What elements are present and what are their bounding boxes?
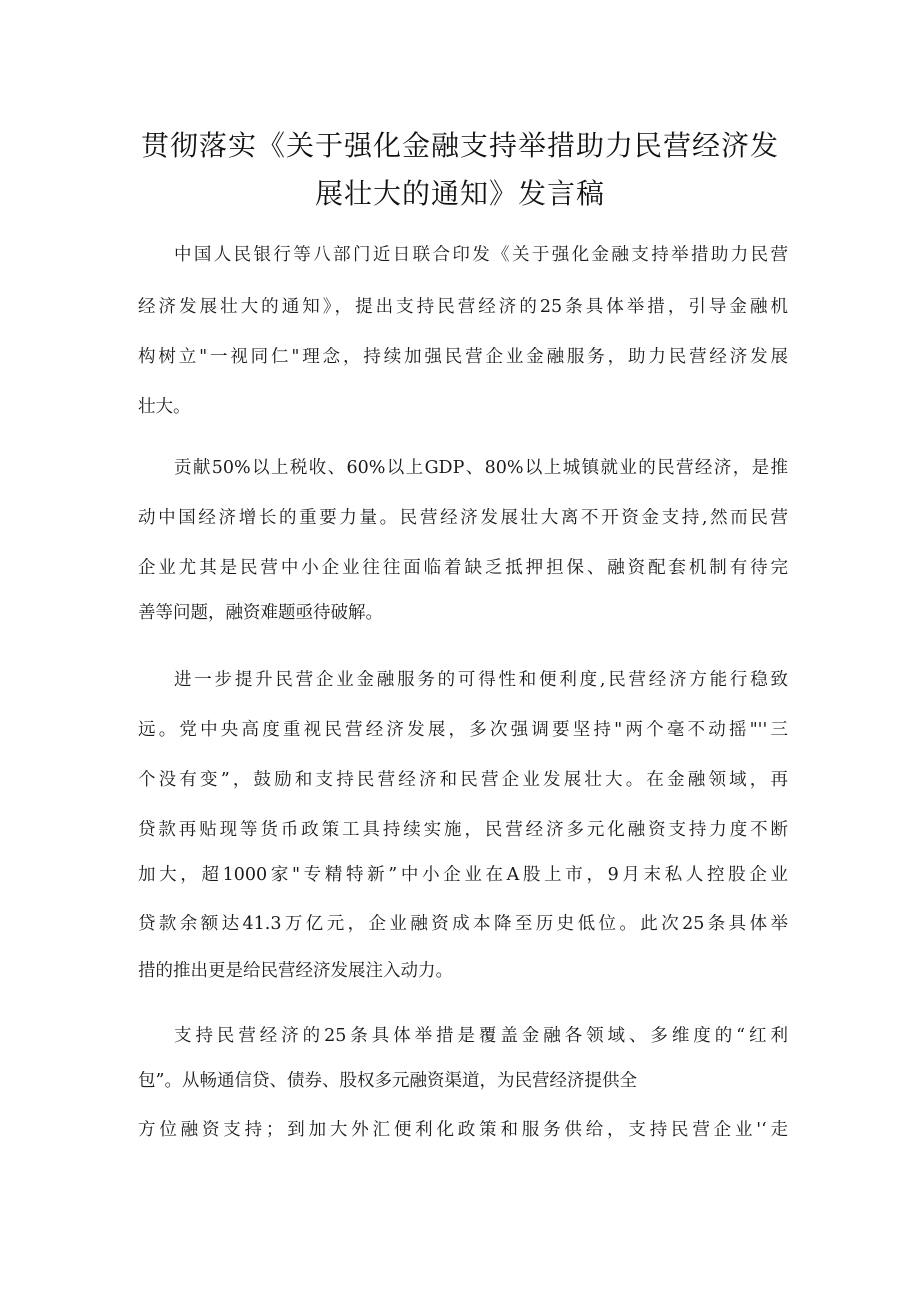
paragraph-1-line-3: 构树立"一视同仁"理念，持续加强民营企业金融服务，助力民营经济发展	[138, 347, 788, 367]
paragraph-3-line-2: 远。党中央高度重视民营经济发展，多次强调要坚持"两个毫不动摇"''三	[138, 720, 788, 740]
paragraph-2-line-1: 贡献50%以上税收、60%以上GDP、80%以上城镇就业的民营经济，是推	[174, 458, 788, 478]
paragraph-1-line-2: 经济发展壮大的通知》，提出支持民营经济的25条具体举措，引导金融机	[138, 297, 788, 317]
paragraph-4-line-1: 支持民营经济的25条具体举措是覆盖金融各领域、多维度的“红利	[174, 1026, 788, 1046]
paragraph-1-line-4: 壮大。	[138, 397, 191, 417]
paragraph-2-line-4: 善等问题，融资难题亟待破解。	[138, 603, 383, 623]
paragraph-3-line-6: 贷款余额达41.3万亿元，企业融资成本降至历史低位。此次25条具体举	[138, 914, 788, 934]
paragraph-3-line-1: 进一步提升民营企业金融服务的可得性和便利度,民营经济方能行稳致	[174, 670, 788, 690]
paragraph-1-line-1: 中国人民银行等八部门近日联合印发《关于强化金融支持举措助力民营	[174, 245, 788, 265]
paragraph-3-line-3: 个没有变”，鼓励和支持民营经济和民营企业发展壮大。在金融领域，再	[138, 770, 788, 790]
paragraph-2-line-2: 动中国经济增长的重要力量。民营经济发展壮大离不开资金支持,然而民营	[138, 508, 788, 528]
paragraph-4-line-3: 方位融资支持；到加大外汇便利化政策和服务供给，支持民营企业'‘走	[138, 1120, 788, 1140]
document-title-line-2: 展壮大的通知》发言稿	[314, 177, 605, 210]
document-title-line-1: 贯彻落实《关于强化金融支持举措助力民营经济发	[140, 129, 779, 162]
paragraph-3-line-5: 加大，超1000家"专精特新”中小企业在A股上市，9月末私人控股企业	[138, 865, 788, 885]
paragraph-4-line-2: 包”。从畅通信贷、债券、股权多元融资渠道，为民营经济提供全	[138, 1071, 637, 1091]
paragraph-2-line-3: 企业尤其是民营中小企业往往面临着缺乏抵押担保、融资配套机制有待完	[138, 558, 788, 578]
paragraph-3-line-7: 措的推出更是给民营经济发展注入动力。	[138, 961, 453, 981]
paragraph-3-line-4: 贷款再贴现等货币政策工具持续实施，民营经济多元化融资支持力度不断	[138, 820, 788, 840]
